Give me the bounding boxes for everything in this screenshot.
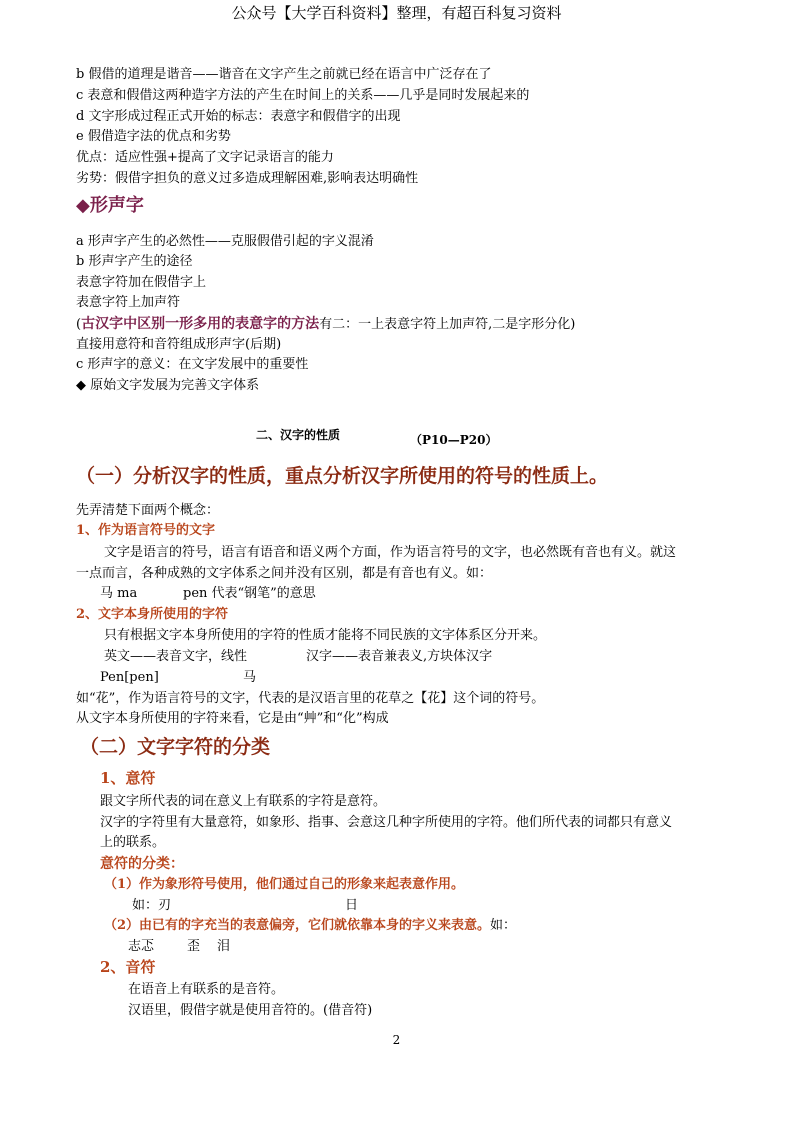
yinfu-title: 2、音符 — [100, 958, 156, 976]
class2-example: 泪 — [217, 939, 231, 954]
class2-example: 志忑 — [128, 939, 155, 954]
list-item: 直接用意符和音符组成形声字(后期) — [76, 337, 282, 352]
page-header: 公众号【大学百科资料】整理，有超百科复习资料 — [231, 4, 562, 22]
class1-example: 如：刃 — [132, 898, 172, 913]
paragraph: 只有根据文字本身所使用的字符的性质才能将不同民族的文字体系区分开来。 — [104, 628, 547, 643]
list-item: d 文字形成过程正式开始的标志：表意字和假借字的出现 — [76, 109, 401, 124]
list-item: b 假借的道理是谐音——谐音在文字产生之前就已经在语言中广泛存在了 — [76, 67, 492, 82]
list-item: 劣势：假借字担负的意义过多造成理解困难,影响表达明确性 — [76, 171, 419, 186]
concept1-title: 1、作为语言符号的文字 — [76, 523, 216, 538]
paragraph: 在语音上有联系的是音符。 — [128, 982, 285, 997]
paragraph: 文字是语言的符号，语言有语音和语义两个方面，作为语言符号的文字，也必然既有音也有义。就这 — [104, 545, 677, 560]
paragraph: 从文字本身所使用的字符来看，它是由“艸”和“化”构成 — [76, 711, 389, 726]
page-range: （P10—P20） — [410, 433, 498, 447]
highlight-line — [76, 316, 575, 333]
list-item: e 假借造字法的优点和劣势 — [76, 129, 231, 144]
part2-heading: （二）文字字符的分类 — [80, 736, 271, 758]
paragraph: 一点而言，各种成熟的文字体系之间并没有区别，都是有音也有义。如： — [76, 566, 493, 581]
list-item: a 形声字产生的必然性——克服假借引起的字义混淆 — [76, 234, 374, 249]
example-ma: 马 ma — [100, 586, 138, 601]
paragraph: 如“花”，作为语言符号的文字，代表的是汉语言里的花草之【花】这个词的符号。 — [76, 691, 545, 706]
list-item: ◆ 原始文字发展为完善文字体系 — [76, 378, 260, 393]
class2-line — [104, 918, 516, 934]
highlight-text: 古汉字中区别一形多用的表意字的方法 — [81, 316, 320, 332]
example-pen: pen 代表“钢笔”的意思 — [183, 586, 316, 601]
example-ma-char: 马 — [243, 670, 257, 685]
list-item: c 表意和假借这两种造字方法的产生在时间上的关系——几乎是同时发展起来的 — [76, 88, 530, 103]
list-item: 表意字符加在假借字上 — [76, 275, 207, 290]
paragraph: 汉语里，假借字就是使用音符的。(借音符) — [128, 1003, 373, 1018]
example-pen-ipa: Pen[pen] — [100, 670, 159, 685]
paragraph: 跟文字所代表的词在意义上有联系的字符是意符。 — [100, 794, 387, 809]
section-title-xingsheng: ◆形声字 — [76, 195, 144, 216]
paragraph: 汉字的字符里有大量意符，如象形、指事、会意这几种字所使用的字符。他们所代表的词都只有意义 — [100, 815, 673, 830]
class2-suffix: 如： — [490, 918, 517, 933]
page-number: 2 — [392, 1033, 401, 1047]
concept2-title: 2、文字本身所使用的字符 — [76, 607, 229, 622]
paragraph: 上的联系。 — [100, 835, 166, 850]
class2-example: 歪 — [187, 939, 201, 954]
example-chinese: 汉字——表音兼表义,方块体汉字 — [306, 649, 493, 664]
highlight-rest: 有二：一上表意字符上加声符,二是字形分化) — [319, 317, 576, 332]
class1: （1）作为象形符号使用，他们通过自己的形象来起表意作用。 — [104, 877, 465, 892]
section-title-nature: 二、汉字的性质 — [256, 428, 341, 442]
example-english: 英文——表音文字，线性 — [104, 649, 248, 664]
class1-example: 日 — [345, 898, 359, 913]
yifu-title: 1、意符 — [100, 769, 156, 787]
list-item: 优点：适应性强+提高了文字记录语言的能力 — [76, 150, 334, 165]
intro-text: 先弄清楚下面两个概念： — [76, 503, 220, 518]
list-item: c 形声字的意义：在文字发展中的重要性 — [76, 357, 309, 372]
list-item: b 形声字产生的途径 — [76, 254, 193, 269]
class2: （2）由已有的字充当的表意偏旁，它们就依靠本身的字义来表意。 — [104, 918, 491, 933]
paren-open: ( — [76, 317, 82, 332]
part1-heading: （一）分析汉字的性质，重点分析汉字所使用的符号的性质上。 — [76, 465, 609, 487]
yifu-class-title: 意符的分类： — [100, 856, 184, 872]
list-item: 表意字符上加声符 — [76, 295, 181, 310]
